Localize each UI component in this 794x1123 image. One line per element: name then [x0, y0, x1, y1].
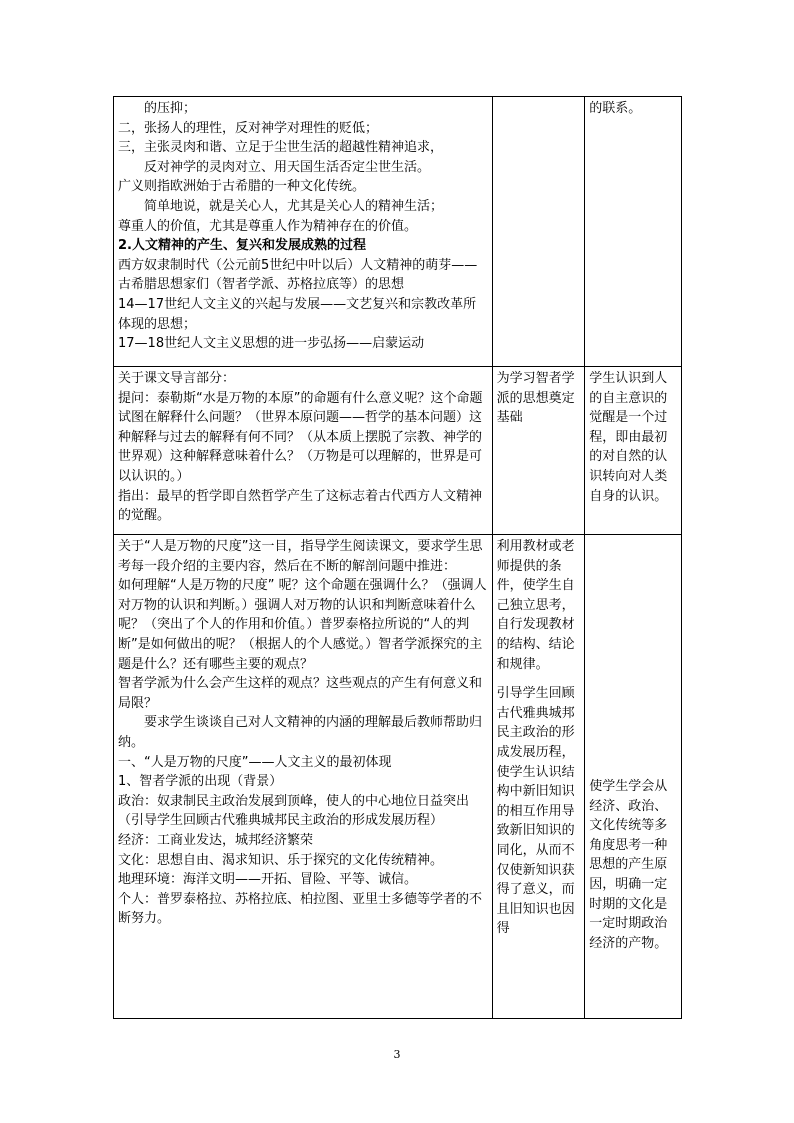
- paragraph: 学生认识到人的自主意识的觉醒是一个过程，即由最初的对自然的认识转向对人类自身的认识。: [589, 371, 668, 504]
- paragraph: 指出：最早的哲学即自然哲学产生了这标志着古代西方人文精神的觉醒。: [118, 488, 483, 524]
- paragraph: 经济：工商业发达，城邦经济繁荣: [118, 832, 314, 848]
- student-goal-cell: [585, 367, 682, 535]
- paragraph: 如何理解“人是万物的尺度” 呢？这个命题在强调什么？（强调人对万物的认识和判断。）强调人对万物的认识和判断意味着什么呢？（突出了个人的作用和价值。）普罗泰格拉所说的“人的判断”是如何做出的呢？（根据人的个人感觉。）智者学派探究的主题是什么？还有哪些主要的观点？: [118, 578, 487, 672]
- paragraph: 西方奴隶制时代（公元前5世纪中叶以后）人文精神的萌芽——古希腊思想家们（智者学派、苏格拉底等）的思想: [118, 257, 478, 293]
- student-goal-cell: [585, 535, 682, 1019]
- paragraph: 提问：泰勒斯“水是万物的本原”的命题有什么意义呢？这个命题试图在解释什么问题？（世界本原问题——哲学的基本问题）这种解释与过去的解释有何不同？（从本质上摆脱了宗教、神学的世界观）这种解释意味着什么？（万物是可以理解的，世界是可以认识的。）: [118, 390, 483, 484]
- paragraph: 17—18世纪人文主义思想的进一步弘扬——启蒙运动: [118, 336, 425, 352]
- table-row: [114, 367, 682, 535]
- paragraph: 文化：思想自由、渴求知识、乐于探究的文化传统精神。: [118, 852, 444, 868]
- paragraph: 14—17世纪人文主义的兴起与发展——文艺复兴和宗教改革所体现的思想；: [118, 296, 477, 332]
- paragraph: 2.人文精神的产生、复兴和发展成熟的过程: [118, 238, 366, 254]
- design-intent-cell: [492, 367, 585, 535]
- paragraph: 关于“人是万物的尺度”这一目，指导学生阅读课文，要求学生思考每一段介绍的主要内容，然后在不断的解剖问题中推进：: [118, 539, 483, 574]
- paragraph: 引导学生回顾古代雅典城邦民主政治的形成发展历程，使学生认识结构中新旧知识的相互作用导致新旧知识的同化，从而不仅使新知识获得了意义，而且旧知识也因得: [496, 686, 575, 937]
- paragraph: 要求学生谈谈自己对人文精神的内涵的理解最后教师帮助归纳。: [118, 715, 483, 750]
- lesson-plan-table: [113, 96, 682, 1019]
- paragraph: 简单地说，就是关心人，尤其是关心人的精神生活；: [144, 198, 444, 214]
- design-intent-cell: [492, 535, 585, 1019]
- paragraph: 政治：奴隶制民主政治发展到顶峰，使人的中心地位日益突出（引导学生回顾古代雅典城邦民主政治的形成发展历程）: [118, 793, 470, 829]
- spacer: [589, 537, 677, 777]
- paragraph: 尊重人的价值，尤其是尊重人作为精神存在的价值。: [118, 218, 418, 234]
- teaching-content-cell: [114, 97, 493, 367]
- teaching-content-cell: [114, 367, 493, 535]
- design-intent-cell: [492, 97, 585, 367]
- paragraph: 利用教材或老师提供的条件，使学生自己独立思考，自行发现教材的结构、结论和规律。: [496, 539, 575, 672]
- paragraph: 一、“人是万物的尺度”——人文主义的最初体现: [118, 754, 392, 770]
- paragraph: 个人：普罗泰格拉、苏格拉底、柏拉图、亚里士多德等学者的不断努力。: [118, 891, 483, 927]
- paragraph: 的联系。: [589, 101, 642, 116]
- table-row: [114, 97, 682, 367]
- paragraph: 广义则指欧洲始于古希腊的一种文化传统。: [118, 179, 366, 195]
- paragraph: 为学习智者学派的思想奠定基础: [496, 371, 575, 426]
- spacer: [497, 674, 581, 684]
- paragraph: 使学生学会从经济、政治、文化传统等多角度思考一种思想的产生原因，明确一定时期的文化是一定时期政治经济的产物。: [589, 779, 668, 951]
- paragraph: 三，主张灵肉和谐、立足于尘世生活的超越性精神追求，: [118, 140, 444, 156]
- paragraph: 的压抑；: [144, 101, 197, 116]
- paragraph: 智者学派为什么会产生这样的观点？这些观点的产生有何意义和局限？: [118, 676, 483, 711]
- teaching-content-cell: [114, 535, 493, 1019]
- paragraph: 二，张扬人的理性，反对神学对理性的贬低；: [118, 120, 379, 136]
- paragraph: 关于课文导言部分：: [118, 371, 236, 386]
- paragraph: 反对神学的灵肉对立、用天国生活否定尘世生活。: [144, 159, 431, 175]
- table-row: [114, 535, 682, 1019]
- paragraph: 地理环境：海洋文明——开拓、冒险、平等、诚信。: [118, 872, 418, 888]
- paragraph: 1、智者学派的出现（背景）: [118, 774, 283, 790]
- page-number: 3: [393, 1048, 401, 1061]
- student-goal-cell: [585, 97, 682, 367]
